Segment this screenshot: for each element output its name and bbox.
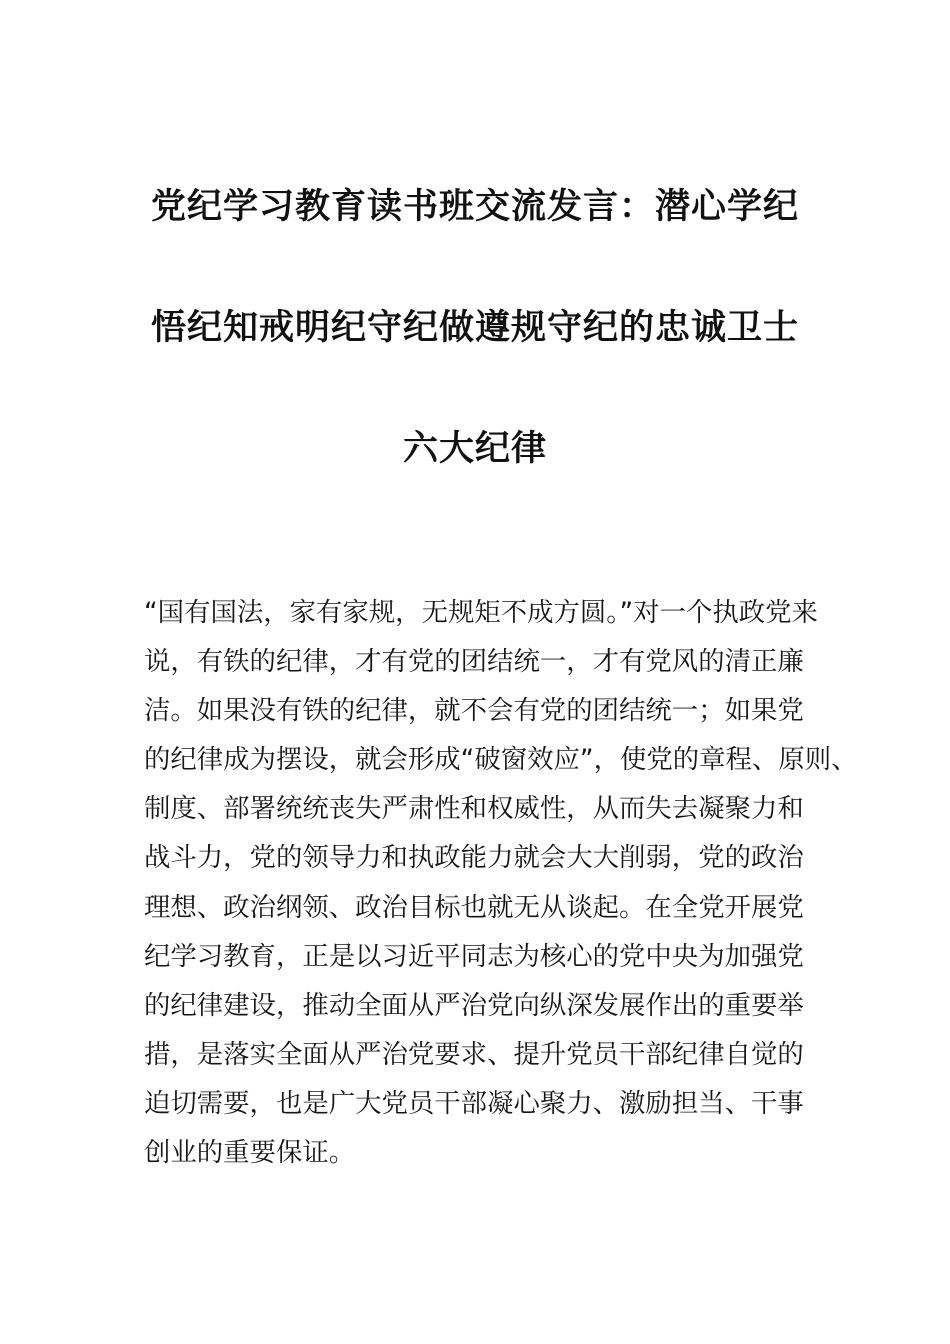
body-line-1: “国有国法，家有家规，无规矩不成方圆。”对一个执政党来	[144, 597, 818, 628]
title-line-2: 悟纪知戒明纪守纪做遵规守纪的忠诚卫士	[150, 308, 799, 348]
body-line-4: 的纪律成为摆设，就会形成“破窗效应”，使党的章程、原则、	[144, 744, 858, 776]
body-line-12: 创业的重要保证。	[144, 1137, 356, 1169]
body-line-11: 迫切需要，也是广大党员干部凝心聚力、激励担当、干事	[144, 1087, 804, 1119]
body-line-9: 的纪律建设，推动全面从严治党向纵深发展作出的重要举	[144, 989, 804, 1021]
body-line-10: 措，是落实全面从严治党要求、提升党员干部纪律自觉的	[144, 1038, 804, 1070]
body-line-3: 洁。如果没有铁的纪律，就不会有党的团结统一；如果党	[144, 695, 804, 727]
title-line-1: 党纪学习教育读书班交流发言：潜心学纪	[150, 187, 799, 227]
body-line-5: 制度、部署统统丧失严肃性和权威性，从而失去凝聚力和	[144, 793, 804, 825]
body-line-6: 战斗力，党的领导力和执政能力就会大大削弱，党的政治	[144, 842, 804, 874]
body-line-8: 纪学习教育，正是以习近平同志为核心的党中央为加强党	[144, 940, 804, 972]
document-title	[120, 178, 830, 478]
body-line-2: 说，有铁的纪律，才有党的团结统一，才有党风的清正廉	[144, 646, 804, 678]
body-paragraph	[144, 588, 858, 1177]
body-line-7: 理想、政治纲领、政治目标也就无从谈起。在全党开展党	[144, 891, 804, 923]
title-line-3: 六大纪律	[402, 429, 547, 469]
